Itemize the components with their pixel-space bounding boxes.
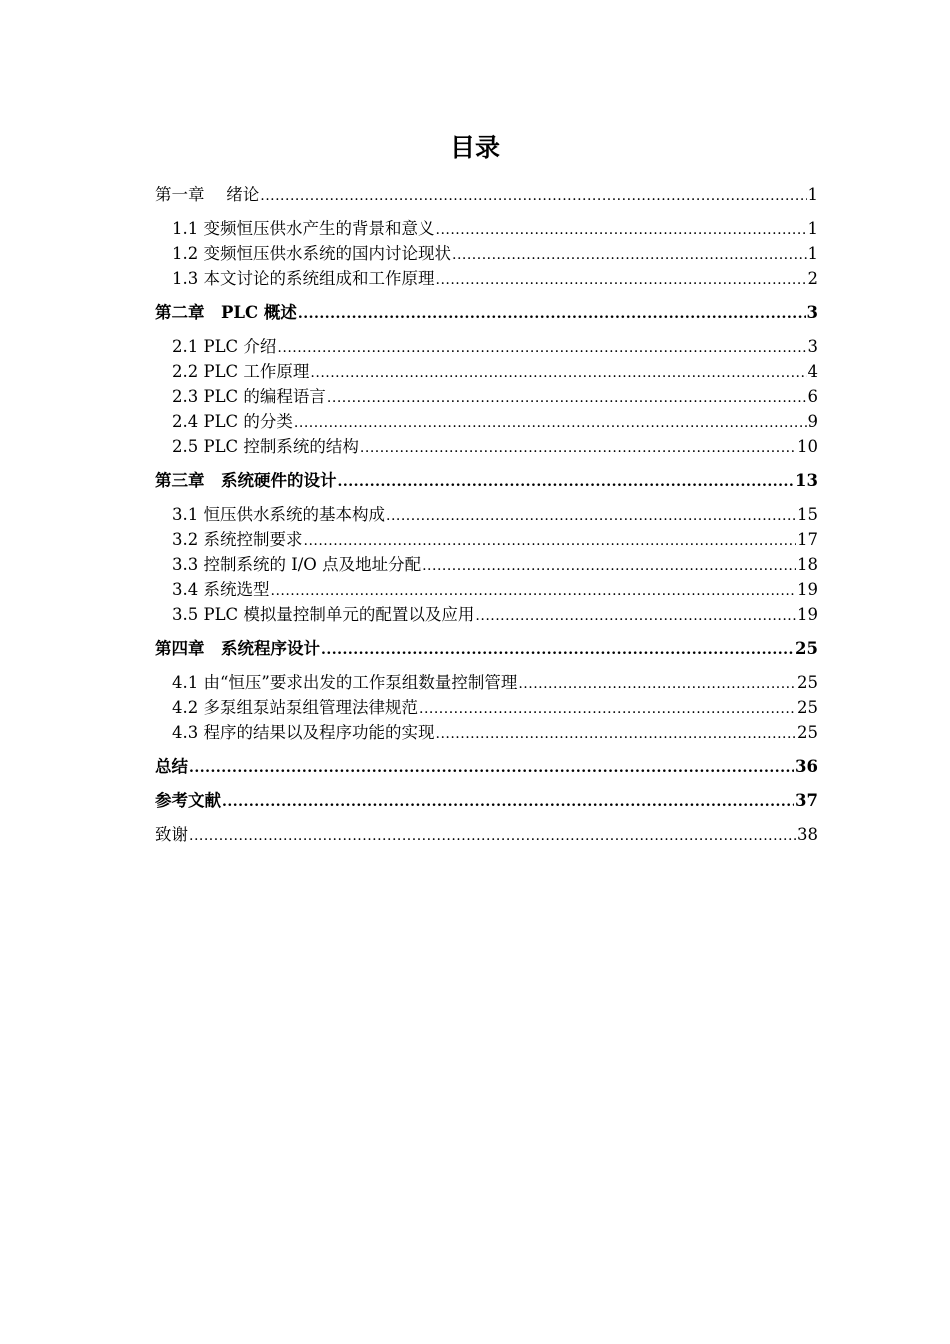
- table-of-contents: [155, 182, 818, 847]
- toc-page-number: 38: [797, 825, 818, 844]
- toc-page-number: 17: [797, 530, 818, 549]
- toc-dot-leader: [189, 756, 794, 781]
- toc-section-entry[interactable]: [155, 552, 818, 577]
- toc-page-number: 18: [797, 555, 818, 574]
- toc-entry-label: 3.5 PLC 模拟量控制单元的配置以及应用: [172, 605, 475, 624]
- toc-page-number: 1: [807, 185, 818, 204]
- toc-page-number: 3: [806, 303, 818, 322]
- toc-page-number: 1: [807, 219, 818, 238]
- toc-dot-leader: [338, 470, 795, 495]
- toc-page-number: 13: [795, 471, 818, 490]
- toc-dot-leader: [475, 604, 796, 629]
- toc-section-entry[interactable]: [155, 409, 818, 434]
- toc-page-number: 10: [797, 437, 818, 456]
- toc-dot-leader: [518, 672, 796, 697]
- toc-entry-label: 4.1 由“恒压”要求出发的工作泵组数量控制管理: [172, 673, 518, 692]
- toc-section-entry[interactable]: [155, 384, 818, 409]
- toc-section-entry[interactable]: [155, 527, 818, 552]
- toc-dot-leader: [422, 554, 796, 579]
- toc-entry-label: 第二章 PLC 概述: [155, 303, 297, 322]
- toc-dot-leader: [452, 243, 807, 268]
- toc-dot-leader: [436, 268, 807, 293]
- toc-section-entry[interactable]: [155, 577, 818, 602]
- toc-section-entry[interactable]: [155, 216, 818, 241]
- toc-entry-label: 致谢: [155, 825, 188, 844]
- toc-chapter-entry[interactable]: [155, 822, 818, 847]
- toc-entry-label: 总结: [155, 757, 188, 776]
- toc-dot-leader: [310, 361, 806, 386]
- toc-dot-leader: [277, 336, 806, 361]
- toc-page-number: 19: [797, 605, 818, 624]
- toc-chapter-entry[interactable]: [155, 636, 818, 661]
- toc-page-number: 4: [807, 362, 818, 381]
- toc-page-number: 2: [807, 269, 818, 288]
- toc-dot-leader: [436, 218, 807, 243]
- toc-page-number: 19: [797, 580, 818, 599]
- toc-dot-leader: [304, 529, 797, 554]
- toc-page-number: 37: [795, 791, 818, 810]
- toc-entry-label: 1.2 变频恒压供水系统的国内讨论现状: [172, 244, 451, 263]
- toc-section-entry[interactable]: [155, 695, 818, 720]
- toc-entry-label: 2.5 PLC 控制系统的结构: [172, 437, 359, 456]
- toc-entry-label: 第四章 系统程序设计: [155, 639, 320, 658]
- toc-chapter-entry[interactable]: [155, 182, 818, 207]
- toc-page-number: 25: [797, 698, 818, 717]
- toc-page-number: 9: [807, 412, 818, 431]
- toc-page-number: 3: [807, 337, 818, 356]
- toc-chapter-entry[interactable]: [155, 754, 818, 779]
- toc-section-entry[interactable]: [155, 502, 818, 527]
- toc-page-number: 25: [797, 673, 818, 692]
- toc-dot-leader: [294, 411, 807, 436]
- toc-dot-leader: [419, 697, 796, 722]
- toc-chapter-entry[interactable]: [155, 468, 818, 493]
- toc-section-entry[interactable]: [155, 241, 818, 266]
- toc-section-entry[interactable]: [155, 359, 818, 384]
- toc-dot-leader: [321, 638, 794, 663]
- toc-page-number: 36: [795, 757, 818, 776]
- toc-dot-leader: [436, 722, 797, 747]
- toc-entry-label: 3.2 系统控制要求: [172, 530, 303, 549]
- toc-dot-leader: [298, 302, 806, 327]
- toc-chapter-entry[interactable]: [155, 788, 818, 813]
- toc-entry-label: 1.1 变频恒压供水产生的背景和意义: [172, 219, 435, 238]
- toc-page-number: 6: [807, 387, 818, 406]
- toc-section-entry[interactable]: [155, 266, 818, 291]
- toc-title: 目录: [449, 133, 500, 162]
- toc-page-number: 25: [795, 639, 818, 658]
- toc-entry-label: 2.3 PLC 的编程语言: [172, 387, 326, 406]
- toc-entry-label: 3.4 系统选型: [172, 580, 270, 599]
- toc-dot-leader: [271, 579, 797, 604]
- toc-page-number: 1: [807, 244, 818, 263]
- toc-page-number: 25: [797, 723, 818, 742]
- toc-dot-leader: [327, 386, 807, 411]
- toc-dot-leader: [189, 824, 796, 849]
- toc-section-entry[interactable]: [155, 720, 818, 745]
- toc-chapter-entry[interactable]: [155, 300, 818, 325]
- toc-entry-label: 2.2 PLC 工作原理: [172, 362, 310, 381]
- toc-entry-label: 第一章 绪论: [155, 185, 260, 204]
- toc-entry-label: 参考文献: [155, 791, 221, 810]
- toc-entry-label: 3.3 控制系统的 I/O 点及地址分配: [172, 555, 422, 574]
- toc-dot-leader: [360, 436, 796, 461]
- toc-entry-label: 2.4 PLC 的分类: [172, 412, 293, 431]
- toc-section-entry[interactable]: [155, 334, 818, 359]
- toc-entry-label: 1.3 本文讨论的系统组成和工作原理: [172, 269, 435, 288]
- toc-page-number: 15: [797, 505, 818, 524]
- toc-section-entry[interactable]: [155, 602, 818, 627]
- toc-entry-label: 2.1 PLC 介绍: [172, 337, 277, 356]
- toc-dot-leader: [260, 184, 806, 209]
- toc-entry-label: 3.1 恒压供水系统的基本构成: [172, 505, 385, 524]
- toc-section-entry[interactable]: [155, 670, 818, 695]
- toc-entry-label: 4.2 多泵组泵站泵组管理法律规范: [172, 698, 418, 717]
- toc-section-entry[interactable]: [155, 434, 818, 459]
- toc-dot-leader: [222, 790, 794, 815]
- toc-entry-label: 第三章 系统硬件的设计: [155, 471, 337, 490]
- toc-entry-label: 4.3 程序的结果以及程序功能的实现: [172, 723, 435, 742]
- toc-dot-leader: [386, 504, 796, 529]
